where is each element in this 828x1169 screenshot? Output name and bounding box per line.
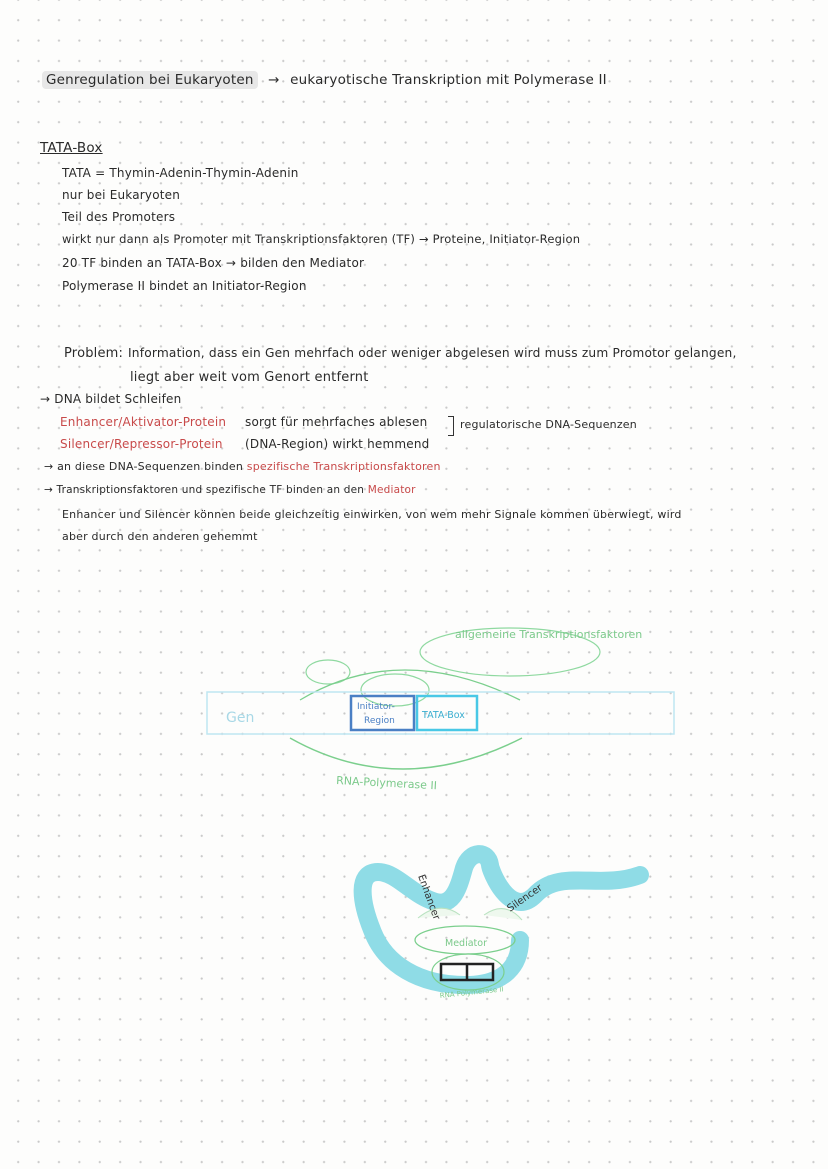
bind-highlight: Mediator bbox=[367, 484, 416, 496]
gene-label: Gen bbox=[226, 710, 255, 726]
bind-highlight: spezifische Transkriptionsfaktoren bbox=[246, 460, 441, 473]
note-line: aber durch den anderen gehemmt bbox=[62, 530, 258, 543]
dna-loop-note: → DNA bildet Schleifen bbox=[40, 392, 182, 406]
general-tf-label: allgemeine Transkriptionsfaktoren bbox=[455, 628, 643, 641]
mediator-label: Mediator bbox=[445, 938, 487, 949]
enhancer-label: Enhancer/Aktivator-Protein bbox=[60, 415, 227, 429]
bind-text: → an diese DNA-Sequenzen binden bbox=[44, 460, 244, 473]
silencer-label: Silencer/Repressor-Protein bbox=[60, 437, 223, 451]
tata-line: wirkt nur dann als Promoter mit Transkriptionsfaktoren (TF) → Proteine, Initiator-Region bbox=[62, 232, 581, 246]
problem-line: Information, dass ein Gen mehrfach oder weniger abgelesen wird muss zum Promotor gelangen, bbox=[128, 346, 737, 360]
problem-line: liegt aber weit vom Genort entfernt bbox=[130, 370, 369, 385]
enhancer-label: Enhancer bbox=[415, 873, 442, 922]
tata-line: Teil des Promoters bbox=[62, 210, 176, 224]
enhancer-desc: sorgt für mehrfaches ablesen bbox=[245, 415, 428, 429]
tata-line: nur bei Eukaryoten bbox=[62, 188, 181, 202]
initiator-label: Initiator- bbox=[357, 702, 395, 712]
tata-line: 20 TF binden an TATA-Box → bilden den Mediator bbox=[62, 256, 365, 270]
note-line: Enhancer und Silencer können beide gleichzeitig einwirken, von wem mehr Signale kommen überwiegt, wird bbox=[62, 508, 682, 521]
bracket-label: regulatorische DNA-Sequenzen bbox=[460, 418, 637, 431]
polymerase-label: RNA Polymerase II bbox=[439, 985, 504, 1000]
polymerase-arc bbox=[290, 738, 522, 769]
silencer-label: Silencer bbox=[505, 882, 545, 915]
problem-label: Problem: bbox=[64, 346, 124, 361]
tata-line: Polymerase II bindet an Initiator-Region bbox=[62, 279, 307, 293]
title-arrow: → bbox=[268, 72, 280, 88]
bind-text: → Transkriptionsfaktoren und spezifische TF binden an den bbox=[44, 484, 365, 496]
silencer-desc: (DNA-Region) wirkt hemmend bbox=[245, 437, 430, 451]
page-subtitle: eukaryotische Transkription mit Polymerase II bbox=[290, 72, 607, 88]
tata-heading: TATA-Box bbox=[40, 140, 103, 156]
title-highlight: Genregulation bei Eukaryoten bbox=[42, 71, 258, 89]
polymerase-label: RNA-Polymerase II bbox=[335, 774, 438, 793]
tata-box-label: TATA-Box bbox=[422, 710, 465, 721]
initiator-label: Region bbox=[364, 716, 395, 726]
tata-line: TATA = Thymin-Adenin-Thymin-Adenin bbox=[62, 166, 299, 180]
